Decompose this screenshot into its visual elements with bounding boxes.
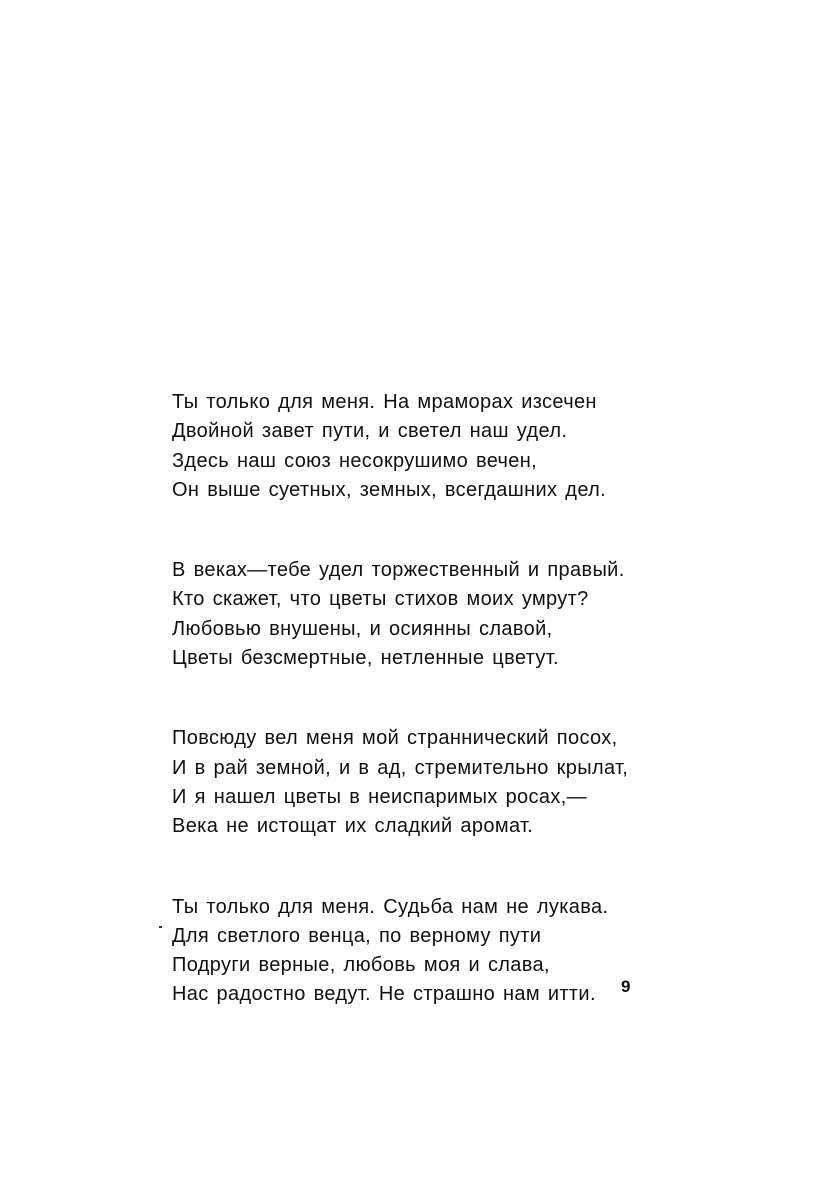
poem-line: Повсюду вел меня мой страннический посох, bbox=[172, 727, 618, 750]
poem-line: Для светлого венца, по верному пути bbox=[172, 924, 542, 947]
poem-line: Двойной завет пути, и светел наш удел. bbox=[172, 420, 568, 443]
poem-line: Цветы безсмертные, нетленные цветут. bbox=[172, 647, 559, 670]
poem-line: Подруги верные, любовь моя и слава, bbox=[172, 954, 550, 977]
poem-line: Нас радостно ведут. Не страшно нам итти. bbox=[172, 983, 596, 1006]
poem-line: Он выше суетных, земных, всегдашних дел. bbox=[172, 478, 607, 501]
poem-line: Кто скажет, что цветы стихов моих умрут? bbox=[172, 588, 589, 611]
poem-line: В веках—тебе удел торжественный и правый. bbox=[172, 559, 625, 582]
stanza-4 bbox=[172, 893, 712, 1010]
stanza-3 bbox=[172, 724, 712, 841]
poem-line: И в рай земной, и в ад, стремительно крылат, bbox=[172, 756, 629, 779]
stanza-2 bbox=[172, 556, 712, 673]
poem-body bbox=[172, 388, 712, 1010]
poem-line: Века не истощат их сладкий аромат. bbox=[172, 815, 534, 838]
poem-line: Здесь наш союз несокрушимо вечен, bbox=[172, 449, 538, 472]
poem-line: Любовью внушены, и осиянны славой, bbox=[172, 617, 553, 640]
stanza-1 bbox=[172, 388, 712, 505]
poem-line: И я нашел цветы в неиспаримых росах,— bbox=[172, 785, 587, 808]
poem-line: Ты только для меня. Судьба нам не лукава. bbox=[172, 895, 609, 918]
stray-print-mark bbox=[159, 926, 162, 928]
page-number: 9 bbox=[621, 977, 631, 996]
poem-line: Ты только для меня. На мраморах изсечен bbox=[172, 391, 597, 413]
